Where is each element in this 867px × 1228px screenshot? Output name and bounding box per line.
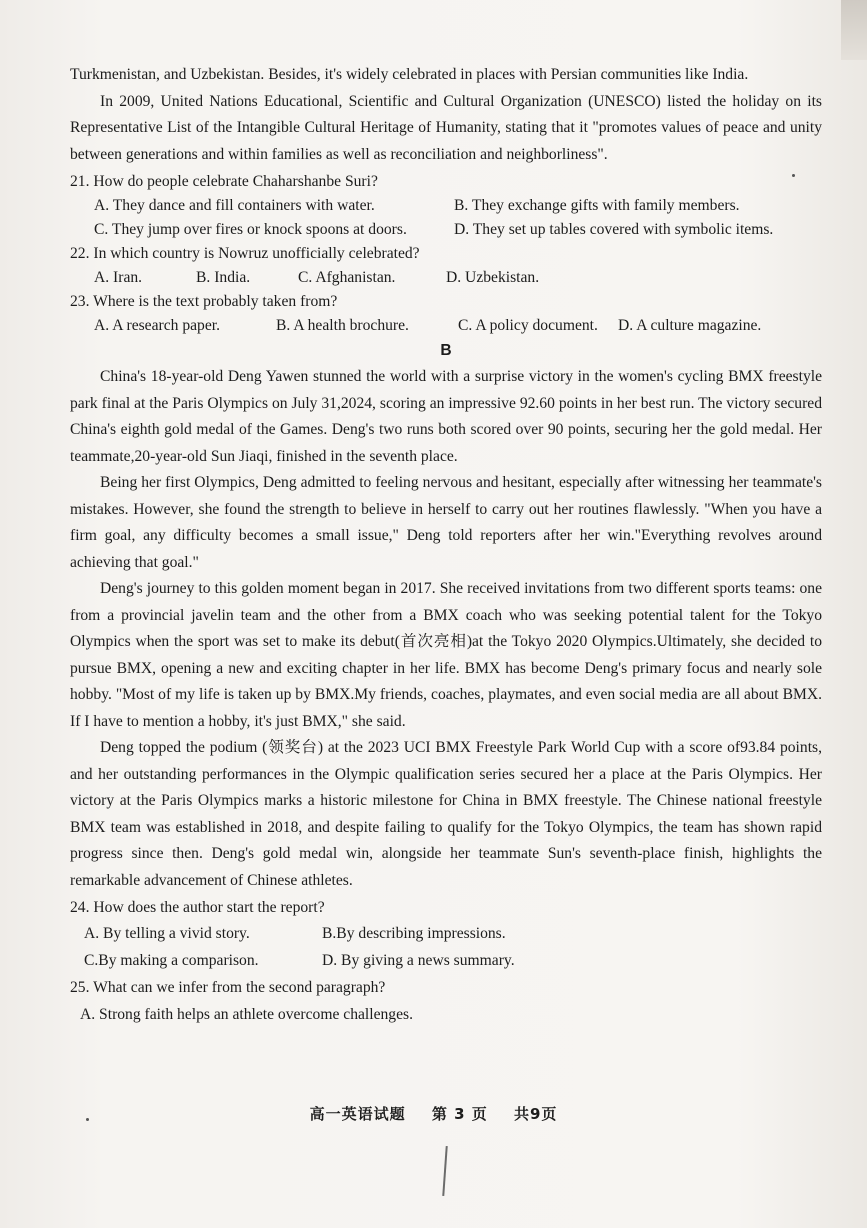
question-22	[70, 242, 822, 290]
scan-artifact-dot	[792, 174, 795, 177]
option-c: C.By making a comparison.	[84, 952, 259, 969]
question-stem: 25. What can we infer from the second paragraph?	[70, 979, 386, 996]
question-stem: 23. Where is the text probably taken from?	[70, 293, 338, 310]
option-b: B. India.	[196, 269, 251, 286]
option-b: B.By describing impressions.	[322, 925, 506, 942]
passage-a-paragraph: Turkmenistan, and Uzbekistan. Besides, it's widely celebrated in places with Persian communities like India.	[70, 66, 749, 83]
section-b-heading: B	[440, 342, 452, 359]
option-b: B. They exchange gifts with family members.	[454, 197, 740, 214]
question-24	[70, 896, 822, 974]
passage-a-paragraph: In 2009, United Nations Educational, Scientific and Cultural Organization (UNESCO) listed the holiday on its Representative List of the Intangible Cultural Heritage of Humanity, stating that it "promotes values of peace and unity between generations and within families as well as reconciliation and neighborliness".	[70, 92, 822, 163]
option-a: A. A research paper.	[94, 317, 220, 334]
option-d: D. Uzbekistan.	[446, 269, 540, 286]
footer-exam-title: 高一英语试题	[309, 1105, 406, 1123]
option-d: D. They set up tables covered with symbolic items.	[454, 221, 774, 238]
option-c: C. A policy document.	[458, 317, 598, 334]
page-footer	[0, 1103, 867, 1124]
question-21	[70, 170, 822, 242]
question-25	[70, 974, 822, 1028]
scan-artifact-dot	[86, 1118, 89, 1121]
option-c: C. They jump over fires or knock spoons at doors.	[94, 221, 407, 238]
footer-page-number: 第 3 页	[431, 1105, 488, 1123]
passage-b-paragraph: Deng's journey to this golden moment began in 2017. She received invitations from two different sports teams: one from a provincial javelin team and the other from a BMX coach who was seeking potential talent for the Tokyo Olympics when the sport was set to make its debut(首次亮相)at the Tokyo 2020 Olympics.Ultimately, she decided to pursue BMX, opening a new and exciting chapter in her life. BMX has become Deng's primary focus and nearly sole hobby. "Most of my life is taken up by BMX.My friends, coaches, playmates, and even social media are all about BMX. If I have to mention a hobby, it's just BMX," she said.	[70, 580, 822, 730]
option-d: D. By giving a news summary.	[322, 952, 515, 969]
scan-artifact-mark	[442, 1146, 447, 1196]
scan-edge-shadow	[841, 0, 867, 60]
option-c: C. Afghanistan.	[298, 269, 396, 286]
passage-b-paragraph: Being her first Olympics, Deng admitted to feeling nervous and hesitant, especially after witnessing her teammate's mistakes. However, she found the strength to believe in herself to carry out her routines flawlessly. "When you have a firm goal, any difficulty becomes a small issue," Deng told reporters after her win."Everything revolves around achieving that goal."	[70, 474, 822, 571]
option-d: D. A culture magazine.	[618, 317, 762, 334]
option-b: B. A health brochure.	[276, 317, 409, 334]
question-stem: 24. How does the author start the report?	[70, 899, 325, 916]
question-stem: 22. In which country is Nowruz unofficially celebrated?	[70, 245, 420, 262]
question-stem: 21. How do people celebrate Chaharshanbe Suri?	[70, 173, 378, 190]
passage-b-paragraph: China's 18-year-old Deng Yawen stunned the world with a surprise victory in the women's cycling BMX freestyle park final at the Paris Olympics on July 31,2024, scoring an impressive 92.60 points in her best run. The victory secured China's eighth gold medal of the Games. Deng's two runs both scored over 90 points, securing her the gold medal. Her teammate,20-year-old Sun Jiaqi, finished in the seventh place.	[70, 368, 822, 465]
option-a: A. Strong faith helps an athlete overcome challenges.	[80, 1006, 413, 1023]
option-a: A. By telling a vivid story.	[84, 925, 250, 942]
option-a: A. Iran.	[94, 269, 143, 286]
page-content	[70, 62, 822, 1028]
option-a: A. They dance and fill containers with water.	[94, 197, 375, 214]
passage-b-paragraph: Deng topped the podium (领奖台) at the 2023 UCI BMX Freestyle Park World Cup with a score of93.84 points, and her outstanding performances in the Olympic qualification series secured her a place at the Paris Olympics. Her victory at the Paris Olympics marks a historic milestone for China in BMX freestyle. The Chinese national freestyle BMX team was established in 2018, and despite failing to qualify for the Tokyo Olympics, the team has shown rapid progress since then. Deng's gold medal win, alongside her teammate Sun's seventh-place finish, highlights the remarkable advancement of Chinese athletes.	[70, 739, 822, 889]
question-23	[70, 290, 822, 338]
footer-total-pages: 共9页	[513, 1105, 558, 1123]
